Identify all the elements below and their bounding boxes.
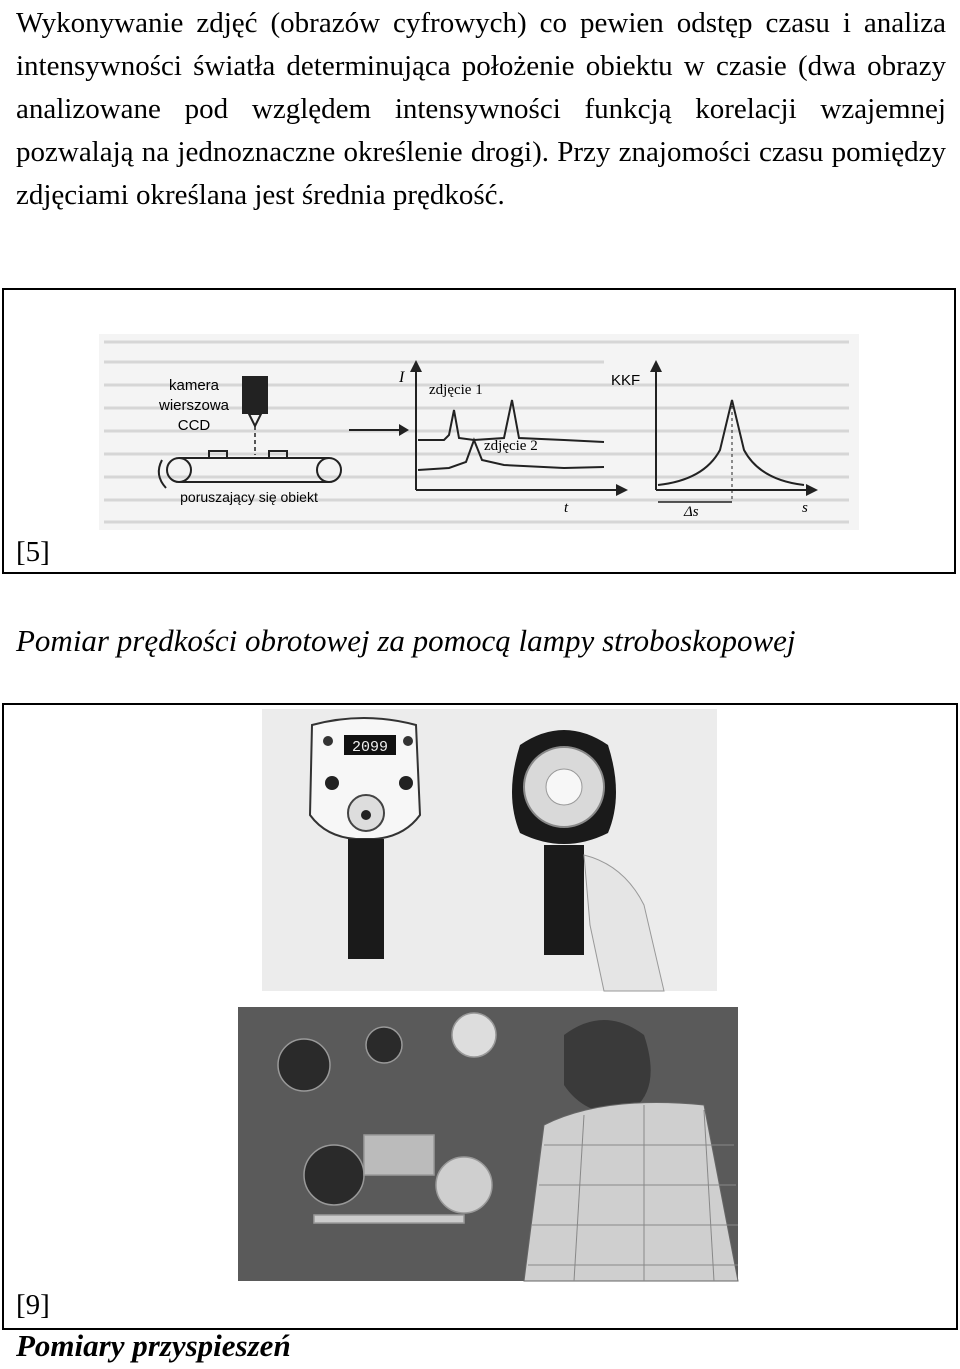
camera-label-3: CCD bbox=[177, 417, 211, 434]
camera-label-1: kamera bbox=[168, 377, 220, 394]
camera-label-2: wierszowa bbox=[158, 397, 230, 414]
correlation-diagram bbox=[4, 290, 954, 572]
figure2-reference: [9] bbox=[16, 1289, 50, 1321]
delta-s-label: Δs bbox=[684, 504, 699, 520]
kkf-label: KKF bbox=[611, 372, 641, 389]
belt-label: poruszający się obiekt bbox=[180, 489, 318, 505]
image2-label: zdjęcie 2 bbox=[484, 438, 538, 454]
figure1-reference: [5] bbox=[16, 536, 50, 568]
acceleration-heading: Pomiary przyspieszeń bbox=[16, 1328, 291, 1363]
figure-correlation-box bbox=[2, 288, 956, 574]
display-value: 2099 bbox=[351, 739, 389, 756]
axis-s: s bbox=[802, 500, 808, 516]
axis-I: I bbox=[399, 369, 405, 386]
camera-icon bbox=[242, 376, 268, 414]
axis-t: t bbox=[564, 500, 569, 516]
stroboscope-heading: Pomiar prędkości obrotowej za pomocą lampy stroboskopowej bbox=[16, 623, 796, 658]
figure-stroboscope-box bbox=[2, 703, 958, 1330]
intro-paragraph: Wykonywanie zdjęć (obrazów cyfrowych) co pewien odstęp czasu i analiza intensywności światła determinująca położenie obiektu w czasie (dwa obrazy analizowane pod względem intensywności funkcją korelacji wzajemnej pozwalają na jednoznaczne określenie drogi). Przy znajomości czasu pomiędzy zdjęciami określana jest średnia prędkość. bbox=[16, 7, 946, 211]
stroboscope-photos bbox=[4, 705, 956, 1328]
image1-label: zdjęcie 1 bbox=[429, 382, 483, 398]
